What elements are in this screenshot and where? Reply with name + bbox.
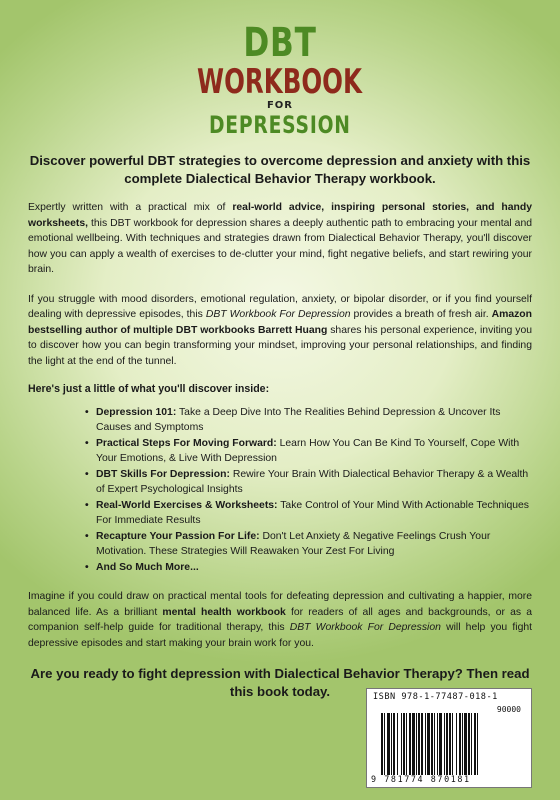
paragraph-2 <box>28 292 532 370</box>
title-dbt: DBT <box>243 20 317 66</box>
feature-text: Learn How You Can Be Kind To Yourself, Cope With Your Emotions, & Live With Depression <box>96 438 520 464</box>
p2-italic: DBT Workbook For Depression <box>205 309 351 320</box>
cover-title <box>0 22 560 138</box>
p2-text-a: If you struggle with mood disorders, emotional regulation, anxiety, or bipolar disorder, or if you find yourself dealing with depressive episodes, this <box>28 293 532 320</box>
feature-title: Real-World Exercises & Worksheets: <box>96 500 278 511</box>
title-workbook: WORKBOOK <box>197 62 363 102</box>
list-item <box>88 498 532 528</box>
title-depression: DEPRESSION <box>209 111 351 139</box>
feature-title: Practical Steps For Moving Forward: <box>96 438 277 449</box>
list-item <box>88 529 532 559</box>
feature-text: Rewire Your Brain With Dialectical Behavior Therapy & a Wealth of Expert Psychological Insights <box>96 469 529 495</box>
list-heading: Here's just a little of what you'll discover inside: <box>28 383 270 395</box>
feature-list <box>88 405 532 575</box>
paragraph-3 <box>28 589 532 651</box>
p3-italic: DBT Workbook For Depression <box>289 622 441 633</box>
paragraph-1 <box>28 200 532 278</box>
p3-bold: mental health workbook <box>162 606 286 618</box>
back-cover-text <box>28 152 532 701</box>
closing-call-to-action: Are you ready to fight depression with Dialectical Behavior Therapy? Then read this book today. <box>30 666 530 699</box>
p1-bold: real-world advice, inspiring personal stories, and handy worksheets, <box>28 202 532 229</box>
p2-text-e: shares his personal experience, inviting you to discover how you can begin transforming your mindset, improving your personal relationships, and finding the light at the end of the tunnel. <box>28 324 533 367</box>
price-code: 90000 <box>496 705 521 714</box>
feature-text: Take a Deep Dive Into The Realities Behind Depression & Uncover Its Causes and Symptoms <box>96 407 501 433</box>
p3-text-e: will help you fight depressive episodes and start making your brain work for you. <box>28 622 533 649</box>
feature-title: Recapture Your Passion For Life: <box>96 531 260 542</box>
feature-title: And So Much More... <box>96 562 199 573</box>
p3-text-c: for readers of all ages and backgrounds, or as a companion self-help guide for traditional therapy, this <box>28 606 533 633</box>
feature-text: Don't Let Anxiety & Negative Feelings Crush Your Motivation. These Strategies Will Reawaken Your Zest For Living <box>96 531 491 557</box>
list-item <box>88 560 532 575</box>
isbn-barcode <box>366 688 532 788</box>
list-item <box>88 436 532 466</box>
isbn-number: ISBN 978-1-77487-018-1 <box>373 692 498 702</box>
intro-blurb: Discover powerful DBT strategies to overcome depression and anxiety with this complete Dialectical Behavior Therapy workbook. <box>29 153 531 186</box>
title-for: FOR <box>266 100 294 111</box>
barcode-bars <box>381 713 523 775</box>
feature-text: Take Control of Your Mind With Actionable Techniques For Immediate Results <box>96 500 529 526</box>
p1-text-a: Expertly written with a practical mix of <box>28 202 233 213</box>
p3-text-a: Imagine if you could draw on practical mental tools for defeating depression and cultivating a happier, more balanced life. As a brilliant <box>28 591 532 618</box>
p2-bold: Amazon bestselling author of multiple DBT workbooks Barrett Huang <box>28 309 533 336</box>
p1-text-c: this DBT workbook for depression shares a deeply authentic path to embracing your mental and emotional wellbeing. With techniques and strategies drawn from Dialectical Behavior Therapy, you'll discover how you can apply a wealth of exercises to de-clutter your mind, fight negative beliefs, and start rewiring your brain. <box>28 217 532 275</box>
feature-title: DBT Skills For Depression: <box>96 469 230 480</box>
feature-title: Depression 101: <box>96 407 177 418</box>
ean-digits: 9 781774 870181 <box>371 774 471 784</box>
list-item <box>88 467 532 497</box>
p2-text-c: provides a breath of fresh air. <box>350 309 492 320</box>
list-item <box>88 405 532 435</box>
